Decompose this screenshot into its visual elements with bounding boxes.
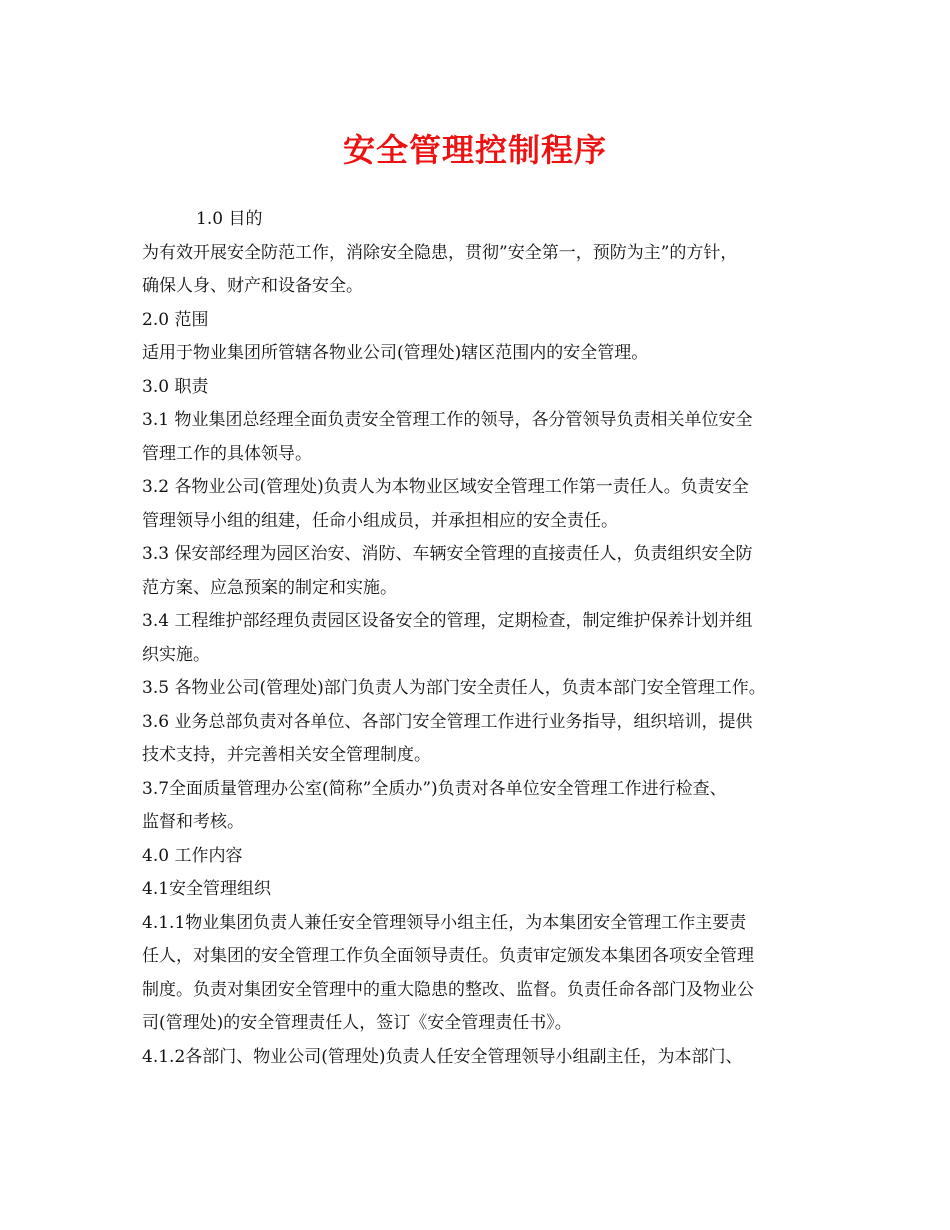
paragraph-line: 3.2 各物业公司(管理处)负责人为本物业区域安全管理工作第一责任人。负责安全 <box>142 477 749 497</box>
paragraph-line: 范方案、应急预案的制定和实施。 <box>142 577 397 598</box>
paragraph-line: 适用于物业集团所管辖各物业公司(管理处)辖区范围内的安全管理。 <box>142 343 649 363</box>
subsection-heading-safety-organization: 4.1安全管理组织 <box>142 879 272 899</box>
paragraph-line: 司(管理处)的安全管理责任人，签订《安全管理责任书》。 <box>142 1013 572 1033</box>
paragraph-line: 3.1 物业集团总经理全面负责安全管理工作的领导，各分管领导负责相关单位安全 <box>142 410 753 430</box>
paragraph-line: 确保人身、财产和设备安全。 <box>142 276 363 296</box>
paragraph-line: 4.1.1物业集团负责人兼任安全管理领导小组主任，为本集团安全管理工作主要责 <box>142 912 747 933</box>
paragraph-line: 制度。负责对集团安全管理中的重大隐患的整改、监督。负责任命各部门及物业公 <box>142 979 754 1000</box>
paragraph-line: 管理领导小组的组建，任命小组成员，并承担相应的安全责任。 <box>142 510 618 531</box>
paragraph-line: 织实施。 <box>142 644 210 665</box>
paragraph-line: 任人，对集团的安全管理工作负全面领导责任。负责审定颁发本集团各项安全管理 <box>142 946 754 966</box>
paragraph-line: 3.7全面质量管理办公室(简称”全质办”)负责对各单位安全管理工作进行检查、 <box>142 778 727 799</box>
section-heading-scope: 2.0 范围 <box>142 309 209 330</box>
section-heading-responsibilities: 3.0 职责 <box>142 376 209 397</box>
section-heading-work-content: 4.0 工作内容 <box>142 845 243 866</box>
paragraph-line: 3.6 业务总部负责对各单位、各部门安全管理工作进行业务指导，组织培训，提供 <box>142 711 753 732</box>
paragraph-line: 监督和考核。 <box>142 812 244 832</box>
document-body <box>142 203 832 1074</box>
document-title: 安全管理控制程序 <box>342 131 607 169</box>
paragraph-line: 3.5 各物业公司(管理处)部门负责人为部门安全责任人，负责本部门安全管理工作。 <box>142 678 766 698</box>
paragraph-line: 4.1.2各部门、物业公司(管理处)负责人任安全管理领导小组副主任，为本部门、 <box>142 1046 743 1067</box>
paragraph-line: 技术支持，并完善相关安全管理制度。 <box>142 745 431 765</box>
paragraph-line: 管理工作的具体领导。 <box>142 443 312 464</box>
paragraph-line: 3.4 工程维护部经理负责园区设备安全的管理，定期检查，制定维护保养计划并组 <box>142 611 753 631</box>
paragraph-line: 为有效开展安全防范工作，消除安全隐患，贯彻”安全第一，预防为主”的方针， <box>142 242 738 263</box>
paragraph-line: 3.3 保安部经理为园区治安、消防、车辆安全管理的直接责任人，负责组织安全防 <box>142 544 753 564</box>
section-heading-purpose: 1.0 目的 <box>196 209 263 229</box>
